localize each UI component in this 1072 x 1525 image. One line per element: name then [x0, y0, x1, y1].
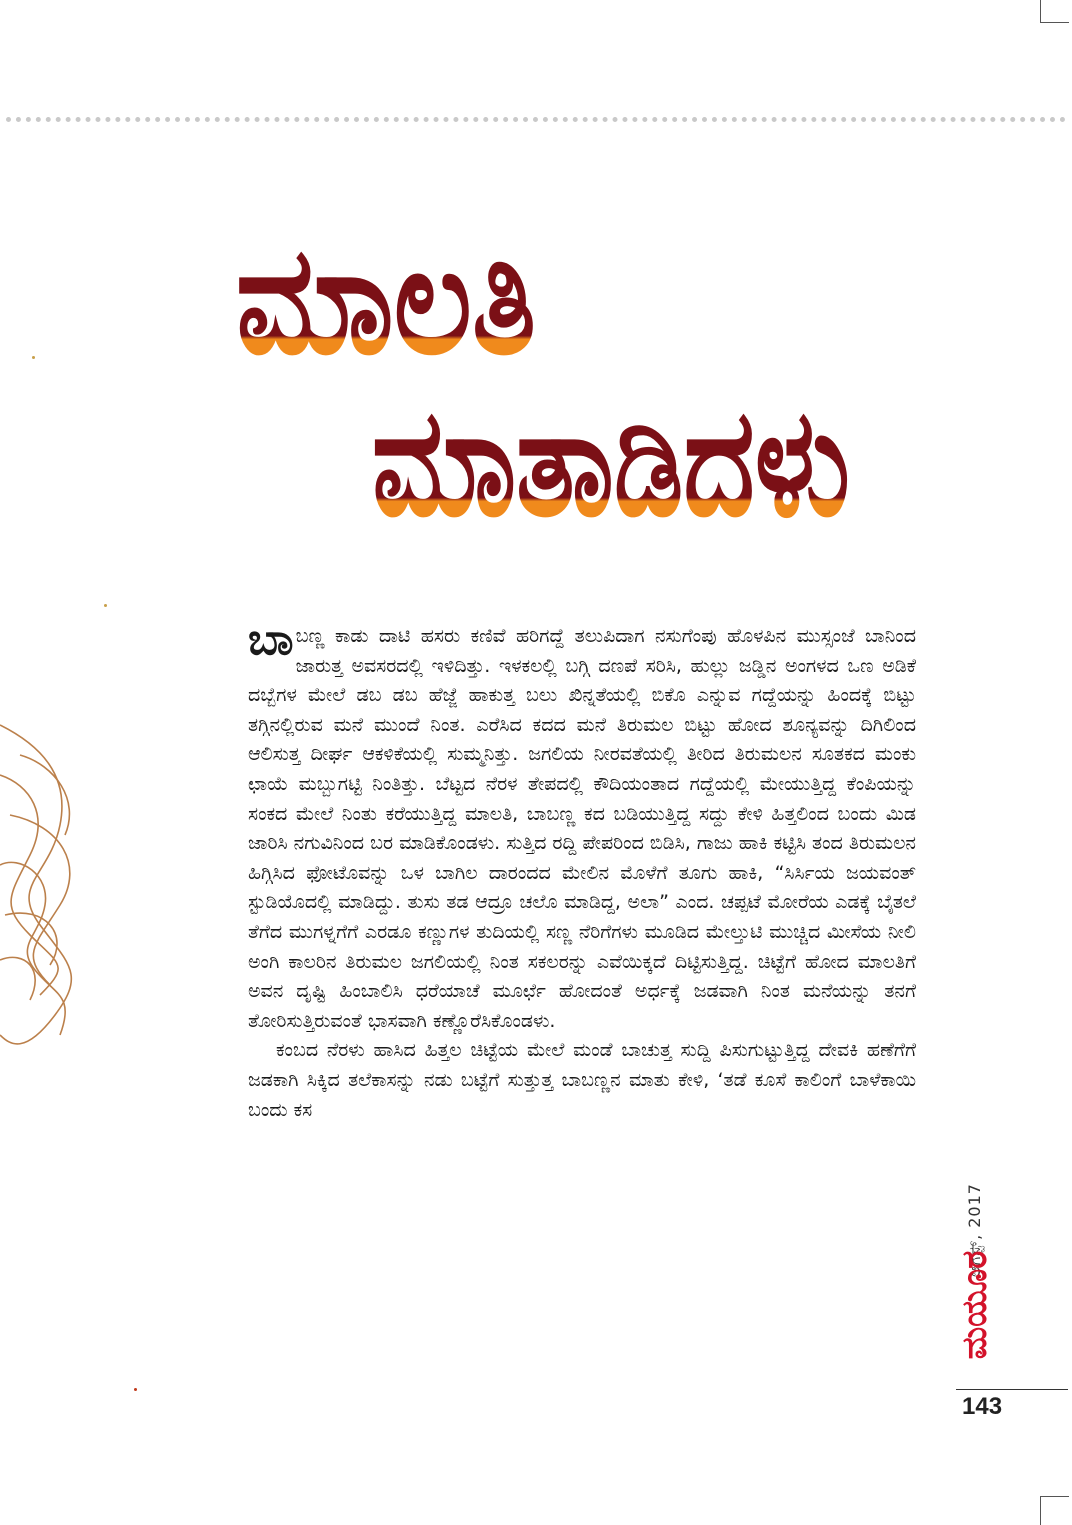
- headline: [0, 0, 1072, 560]
- article-paragraph-1-text: ಬಣ್ಣ ಕಾಡು ದಾಟಿ ಹಸರು ಕಣಿವೆ ಹರಿಗದ್ದೆ ತಲುಪಿದಾಗ ನಸುಗೆಂಪು ಹೊಳಪಿನ ಮುಸ್ಸಂಜೆ ಬಾನಿಂದ ಜಾರುತ್ತ ಅವಸರದಲ್ಲಿ ಇಳಿದಿತ್ತು. ಇಳಕಲಲ್ಲಿ ಬಗ್ಗಿ ದಣಪೆ ಸರಿಸಿ, ಹುಲ್ಲು ಜಡ್ಡಿನ ಅಂಗಳದ ಒಣ ಅಡಿಕೆ ದಬ್ಬೆಗಳ ಮೇಲೆ ಡಬ ಡಬ ಹೆಜ್ಜೆ ಹಾಕುತ್ತ ಬಲು ಖಿನ್ನತೆಯಲ್ಲಿ ಬಿಕೊ ಎನ್ನುವ ಗದ್ದೆಯನ್ನು ಹಿಂದಕ್ಕೆ ಬಿಟ್ಟು ತಗ್ಗಿನಲ್ಲಿರುವ ಮನೆ ಮುಂದೆ ನಿಂತ. ಎರೆಸಿದ ಕದದ ಮನೆ ತಿರುಮಲ ಬಿಟ್ಟು ಹೋದ ಶೂನ್ಯವನ್ನು ದಿಗಿಲಿಂದ ಆಲಿಸುತ್ತ ದೀರ್ಘ ಆಕಳಿಕೆಯಲ್ಲಿ ಸುಮ್ಮನಿತ್ತು. ಜಗಲಿಯ ನೀರವತೆಯಲ್ಲಿ ತೀರಿದ ತಿರುಮಲನ ಸೂತಕದ ಮಂಕು ಛಾಯೆ ಮಬ್ಬುಗಟ್ಟಿ ನಿಂತಿತ್ತು. ಬೆಟ್ಟದ ನೆರಳ ತೇಪದಲ್ಲಿ ಕೌದಿಯಂತಾದ ಗದ್ದೆಯಲ್ಲಿ ಮೇಯುತ್ತಿದ್ದ ಕೆಂಪಿಯನ್ನು ಸಂಕದ ಮೇಲೆ ನಿಂತು ಕರೆಯುತ್ತಿದ್ದ ಮಾಲತಿ, ಬಾಬಣ್ಣ ಕದ ಬಡಿಯುತ್ತಿದ್ದ ಸದ್ದು ಕೇಳಿ ಹಿತ್ತಲಿಂದ ಬಂದು ಮಿಡ ಜಾರಿಸಿ ನಗುವಿನಿಂದ ಬರ ಮಾಡಿಕೊಂಡಳು. ಸುತ್ತಿದ ರದ್ದಿ ಪೇಪರಿಂದ ಬಿಡಿಸಿ, ಗಾಜು ಹಾಕಿ ಕಟ್ಟಿಸಿ ತಂದ ತಿರುಮಲನ ಹಿಗ್ಗಿಸಿದ ಫೋಟೊವನ್ನು ಒಳ ಬಾಗಿಲ ದಾರಂದದ ಮೇಲಿನ ಮೊಳೆಗೆ ತೂಗು ಹಾಕಿ, “ಸಿರ್ಸಿಯ ಜಯವಂತ್ ಸ್ಟುಡಿಯೊದಲ್ಲಿ ಮಾಡಿದ್ದು. ತುಸು ತಡ ಆದ್ರೂ ಚಲೊ ಮಾಡಿದ್ದ, ಅಲಾ” ಎಂದ. ಚಪ್ಪಟೆ ಮೋರೆಯ ಎಡಕ್ಕೆ ಬೈತಲೆ ತೆಗೆದ ಮುಗಳ್ನಗೆಗೆ ಎರಡೂ ಕಣ್ಣುಗಳ ತುದಿಯಲ್ಲಿ ಸಣ್ಣ ನೆರಿಗೆಗಳು ಮೂಡಿದ ಮೇಲ್ತುಟಿ ಮುಚ್ಚಿದ ಮೀಸೆಯ ನೀಲಿ ಅಂಗಿ ಕಾಲರಿನ ತಿರುಮಲ ಜಗಲಿಯಲ್ಲಿ ನಿಂತ ಸಕಲರನ್ನು ಎವೆಯಿಕ್ಕದೆ ದಿಟ್ಟಿಸುತ್ತಿದ್ದ. ಚಿಟ್ಟೆಗೆ ಹೋದ ಮಾಲತಿಗೆ ಅವನ ದೃಷ್ಟಿ ಹಿಂಬಾಲಿಸಿ ಧರೆಯಾಚೆ ಮೂರ್ಛೆ ಹೋದಂತೆ ಅರ್ಧಕ್ಕೆ ಜಡವಾಗಿ ನಿಂತ ಮನೆಯನ್ನು ತನಗೆ ತೋರಿಸುತ್ತಿರುವಂತೆ ಭಾಸವಾಗಿ ಕಣ್ಣೊರೆಸಿಕೊಂಡಳು.: [248, 625, 916, 1032]
- headline-line-1: ಮಾಲತಿ: [236, 214, 536, 388]
- article-paragraph-2: ಕಂಬದ ನೆರಳು ಹಾಸಿದ ಹಿತ್ತಲ ಚಿಟ್ಟೆಯ ಮೇಲೆ ಮಂಡೆ ಬಾಚುತ್ತ ಸುದ್ದಿ ಪಿಸುಗುಟ್ಟುತ್ತಿದ್ದ ದೇವಕಿ ಹಣೆಗೆಗೆ ಜಡಕಾಗಿ ಸಿಕ್ಕಿದ ತಲೆಕಾಸನ್ನು ನಡು ಬಟ್ಟೆಗೆ ಸುತ್ತುತ್ತ ಬಾಬಣ್ಣನ ಮಾತು ಕೇಳಿ, ‘ತಡೆ ಕೂಸೆ ಕಾಲಿಂಗೆ ಬಾಳೆಕಾಯಿ ಬಂದು ಕಸ: [248, 1039, 916, 1121]
- magazine-logo: [955, 1240, 995, 1370]
- article-paragraph-1: [248, 614, 916, 1036]
- headline-line-2: ಮಾತಾಡಿದಳು: [372, 376, 850, 550]
- decorative-swirl-icon: [0, 715, 90, 1055]
- speck-dot: [134, 1388, 137, 1391]
- crop-mark-bottom-right: [1040, 1496, 1069, 1525]
- page-number: 143: [962, 1393, 1003, 1420]
- speck-dot: [32, 356, 35, 359]
- magazine-logo-text: ಮಯೂರ: [955, 1250, 995, 1360]
- issue-date-text: ಆಗಸ್ಟ್, 2017: [965, 1183, 984, 1277]
- drop-cap: ಬಾ: [248, 614, 292, 665]
- page-number-rule: [956, 1389, 1068, 1390]
- headline-graphic: [0, 0, 1072, 560]
- article-body: [248, 614, 916, 1125]
- speck-dot: [104, 604, 107, 607]
